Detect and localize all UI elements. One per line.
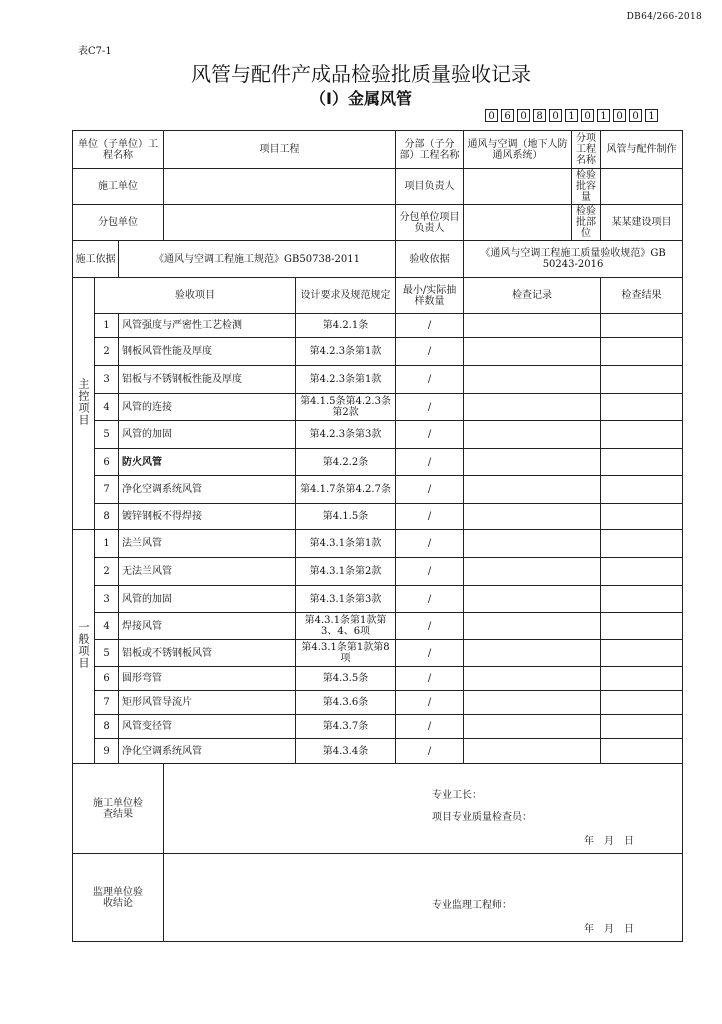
project-manager-label: 项目负责人: [396, 169, 464, 205]
item-number: 1: [95, 530, 119, 558]
item-number: 4: [95, 613, 119, 640]
code-digit: 1: [565, 109, 578, 122]
item-name: 风管强度与严密性工艺检测: [119, 314, 296, 338]
table-row: [73, 314, 683, 338]
foreman-label: 专业工长：: [432, 790, 483, 801]
item-result: [601, 314, 683, 338]
item-spec: 第4.1.5条: [296, 504, 396, 530]
document-number: DB64/266-2018: [626, 12, 702, 22]
code-digit: 0: [613, 109, 626, 122]
item-name: 净化空调系统风管: [119, 476, 296, 504]
column-record: 检查记录: [464, 278, 601, 314]
construction-check: [73, 764, 683, 854]
item-spec: 第4.2.1条: [296, 314, 396, 338]
basis-value: 《通风与空调工程施工规范》GB50738-2011: [119, 241, 396, 278]
item-sample: /: [396, 739, 464, 764]
item-sample: /: [396, 586, 464, 613]
item-sample: /: [396, 476, 464, 504]
item-sample: /: [396, 640, 464, 667]
item-record: [464, 739, 601, 764]
item-spec: 第4.2.2条: [296, 449, 396, 476]
item-number: 8: [95, 715, 119, 739]
table-row: [73, 476, 683, 504]
table-row: [73, 338, 683, 366]
item-sample: /: [396, 667, 464, 691]
item-number: 7: [95, 691, 119, 715]
unit-value: 项目工程: [164, 131, 396, 169]
batch-capacity-label: 检验批容量: [572, 169, 601, 205]
column-result: 检查结果: [601, 278, 683, 314]
item-result: [601, 476, 683, 504]
page-title: 风管与配件产成品检验批质量验收记录: [191, 62, 531, 86]
table-row: [73, 715, 683, 739]
item-number: 5: [95, 640, 119, 667]
item-result: [601, 338, 683, 366]
construction-check-content: [164, 764, 683, 854]
item-result: [601, 691, 683, 715]
item-record: [464, 613, 601, 640]
item-spec: 第4.3.7条: [296, 715, 396, 739]
item-spec: 第4.3.6条: [296, 691, 396, 715]
item-result: [601, 586, 683, 613]
column-item: 验收项目: [95, 278, 296, 314]
item-record: [464, 338, 601, 366]
item-number: 2: [95, 338, 119, 366]
code-digit: 8: [533, 109, 546, 122]
construction-unit-value: [164, 169, 396, 205]
item-spec: 第4.3.5条: [296, 667, 396, 691]
item-result: [601, 640, 683, 667]
basis-label: 施工依据: [73, 241, 119, 278]
item-name: 风管变径管: [119, 715, 296, 739]
code-digit: 0: [517, 109, 530, 122]
item-sample: /: [396, 691, 464, 715]
item-sample: /: [396, 338, 464, 366]
item-sample: /: [396, 504, 464, 530]
item-name: 焊接风管: [119, 613, 296, 640]
item-result: [601, 558, 683, 586]
item-result: [601, 504, 683, 530]
table-row: [73, 366, 683, 394]
item-result: [601, 394, 683, 421]
item-record: [464, 640, 601, 667]
supervision-conclusion-content: [164, 854, 683, 942]
unit-label: 单位（子单位）工程名称: [73, 131, 164, 169]
item-sample: /: [396, 366, 464, 394]
code-boxes: [482, 109, 658, 122]
item-name: 圆形弯管: [119, 667, 296, 691]
item-name: 钢板风管性能及厚度: [119, 338, 296, 366]
item-number: 7: [95, 476, 119, 504]
item-spec: 第4.3.1条第1款第3、4、6项: [296, 613, 396, 640]
division-label: 分部（子分部）工程名称: [396, 131, 464, 169]
subcontractor-pm-label: 分包单位项目负责人: [396, 205, 464, 241]
item-number: 8: [95, 504, 119, 530]
table-row: [73, 586, 683, 613]
batch-capacity-value: [601, 169, 683, 205]
item-name: 净化空调系统风管: [119, 739, 296, 764]
item-result: [601, 739, 683, 764]
item-spec: 第4.3.1条第3款: [296, 586, 396, 613]
item-name: 铝板或不锈钢板风管: [119, 640, 296, 667]
table-row: [73, 739, 683, 764]
project-manager-value: [464, 169, 572, 205]
item-record: [464, 586, 601, 613]
supervision-conclusion-label: 监理单位验收结论: [73, 854, 164, 942]
item-sample: /: [396, 421, 464, 449]
acceptance-basis-value: 《通风与空调工程施工质量验收规范》GB 50243-2016: [464, 241, 683, 278]
item-record: [464, 421, 601, 449]
item-name: 矩形风管导流片: [119, 691, 296, 715]
table-row: [73, 504, 683, 530]
item-sample: /: [396, 558, 464, 586]
item-result: [601, 667, 683, 691]
table-row: [73, 421, 683, 449]
item-name: 铝板与不锈钢板性能及厚度: [119, 366, 296, 394]
construction-unit-label: 施工单位: [73, 169, 164, 205]
table-row: [73, 667, 683, 691]
item-number: 6: [95, 667, 119, 691]
code-digit: 1: [645, 109, 658, 122]
table-row: [73, 530, 683, 558]
subcontractor-value: [164, 205, 396, 241]
item-spec: 第4.1.7条第4.2.7条: [296, 476, 396, 504]
item-number: 4: [95, 394, 119, 421]
item-number: 1: [95, 314, 119, 338]
item-spec: 第4.2.3条第1款: [296, 338, 396, 366]
item-number: 9: [95, 739, 119, 764]
item-record: [464, 715, 601, 739]
item-sample: /: [396, 314, 464, 338]
batch-location-value: 某某建设项目: [601, 205, 683, 241]
inspector-label: 项目专业质量检查员：: [432, 812, 533, 823]
item-name: 无法兰风管: [119, 558, 296, 586]
main-control-section: [73, 278, 95, 530]
column-design: 设计要求及规范规定: [296, 278, 396, 314]
item-name: 风管的加固: [119, 586, 296, 613]
item-spec: 第4.3.1条第2款: [296, 558, 396, 586]
item-spec: 第4.3.1条第1款: [296, 530, 396, 558]
subitem-label: 分项工程名称: [572, 131, 601, 169]
batch-location-label: 检验批部位: [572, 205, 601, 241]
item-record: [464, 691, 601, 715]
table-row: [73, 558, 683, 586]
column-sample: 最小/实际抽样数量: [396, 278, 464, 314]
form-number: 表C7-1: [78, 46, 112, 57]
engineer-label: 专业监理工程师：: [432, 900, 513, 911]
item-result: [601, 366, 683, 394]
item-result: [601, 715, 683, 739]
item-result: [601, 449, 683, 476]
item-spec: 第4.2.3条第1款: [296, 366, 396, 394]
item-record: [464, 314, 601, 338]
table-row: [73, 613, 683, 640]
code-digit: 1: [597, 109, 610, 122]
code-digit: 0: [581, 109, 594, 122]
item-name: 风管的加固: [119, 421, 296, 449]
code-digit: 0: [485, 109, 498, 122]
item-record: [464, 667, 601, 691]
item-record: [464, 504, 601, 530]
item-result: [601, 613, 683, 640]
inspection-table: [72, 130, 683, 942]
date-label: 年 月 日: [584, 836, 635, 847]
construction-check-label: 施工单位检查结果: [73, 764, 164, 854]
page-subtitle: （I）金属风管: [310, 89, 412, 108]
item-spec: 第4.1.5条第4.2.3条第2款: [296, 394, 396, 421]
item-spec: 第4.3.1条第1款第8项: [296, 640, 396, 667]
item-record: [464, 558, 601, 586]
code-digit: 6: [501, 109, 514, 122]
supervision-conclusion: [73, 854, 683, 942]
item-number: 3: [95, 586, 119, 613]
item-sample: /: [396, 449, 464, 476]
item-number: 2: [95, 558, 119, 586]
item-name: 风管的连接: [119, 394, 296, 421]
item-number: 3: [95, 366, 119, 394]
acceptance-basis-label: 验收依据: [396, 241, 464, 278]
item-sample: /: [396, 613, 464, 640]
general-label: 一般项目: [77, 621, 90, 669]
subitem-value: 风管与配件制作: [601, 131, 683, 169]
date-label: 年 月 日: [584, 924, 635, 935]
item-record: [464, 530, 601, 558]
item-record: [464, 449, 601, 476]
main-control-label: 主控项目: [77, 378, 90, 426]
table-row: [73, 691, 683, 715]
item-name: 镀锌钢板不得焊接: [119, 504, 296, 530]
item-result: [601, 421, 683, 449]
subcontractor-pm-value: [464, 205, 572, 241]
item-sample: /: [396, 394, 464, 421]
general-section: [73, 530, 95, 764]
item-spec: 第4.3.4条: [296, 739, 396, 764]
table-row: [73, 449, 683, 476]
division-value: 通风与空调（地下人防通风系统）: [464, 131, 572, 169]
item-spec: 第4.2.3条第3款: [296, 421, 396, 449]
code-digit: 0: [549, 109, 562, 122]
item-record: [464, 394, 601, 421]
item-name: 防火风管: [119, 449, 296, 476]
subcontractor-label: 分包单位: [73, 205, 164, 241]
item-number: 5: [95, 421, 119, 449]
item-sample: /: [396, 530, 464, 558]
code-digit: 0: [629, 109, 642, 122]
item-record: [464, 366, 601, 394]
item-sample: /: [396, 715, 464, 739]
item-number: 6: [95, 449, 119, 476]
item-name: 法兰风管: [119, 530, 296, 558]
item-record: [464, 476, 601, 504]
table-row: [73, 640, 683, 667]
item-result: [601, 530, 683, 558]
table-row: [73, 394, 683, 421]
